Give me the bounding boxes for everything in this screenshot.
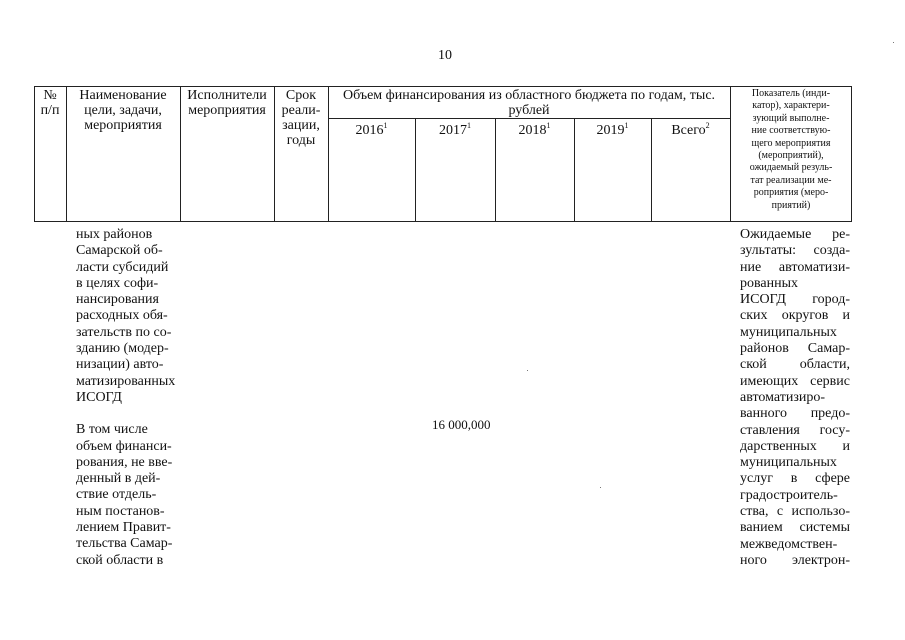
header-executors: Исполнители мероприятия xyxy=(187,88,267,118)
header-name: Наименование цели, задачи, мероприятия xyxy=(79,88,167,133)
header-number: № п/п xyxy=(40,88,60,118)
header-year-2017: 2017$^1$ xyxy=(439,121,471,138)
page-number: 10 xyxy=(438,48,452,63)
expected-result-cell: Ожидаемые ре- зультаты: созда- ние автоматизи- рованных ИСОГД город- ских округов и муниципальных районов Самар- ской области, имеющих сервис автоматизиро- ванного предо- ставления госу- дарственных и муниципальных услуг в сфере градостроитель- ства, с использо- ванием системы межведомствен- ного электрон- xyxy=(740,227,850,568)
table-header xyxy=(34,86,852,222)
measure-name-cell: ных районов Самарской об- ласти субсидий в целях софи- нансирования расходных обя- зательств по со- зданию (модер- низации) авто- матизированных ИСОГД В том числе объем финанси- рования, не вве- денный в дей- ствие отдель- ным постанов- лением Правит- тельства Самар- ской области в xyxy=(76,227,176,568)
scan-speck xyxy=(893,42,894,43)
header-total: Всего$^2$ xyxy=(671,121,710,138)
header-indicator: Показатель (инди- катор), характери- зующий выполне- ние соответствую- щего мероприятия (мероприятий), ожидаемый резуль- тат реализации ме- роприятия (меро- приятий) xyxy=(749,88,833,211)
header-period: Срок реали- зации, годы xyxy=(281,88,321,148)
header-year-2019: 2019$^1$ xyxy=(596,121,629,138)
scan-speck xyxy=(600,487,601,488)
amount-2017: 16 000,000 xyxy=(432,417,491,432)
header-year-2016: 2016$^1$ xyxy=(355,121,388,138)
header-year-2018: 2018$^1$ xyxy=(518,121,551,138)
scan-speck xyxy=(527,370,528,371)
header-funding: Объем финансирования из областного бюджета по годам, тыс. рублей xyxy=(342,88,716,118)
